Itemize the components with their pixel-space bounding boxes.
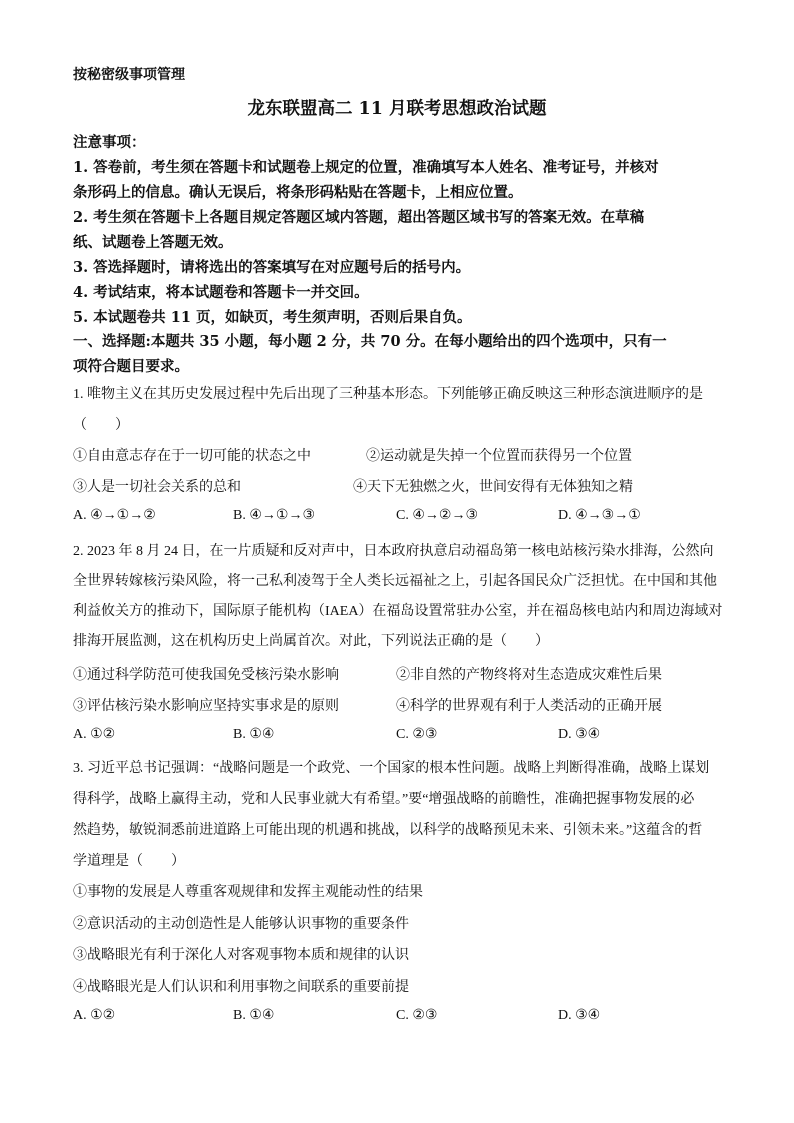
notice-line: 2. 考生须在答题卡上各题目规定答题区域内答题，超出答题区域书写的答案无效。在草稿 bbox=[73, 209, 645, 226]
notice-heading: 注意事项： bbox=[73, 134, 146, 151]
notice-line: 4. 考试结束，将本试题卷和答题卡一并交回。 bbox=[73, 284, 369, 301]
q3-statement-3: ③战略眼光有利于深化人对客观事物本质和规律的认识 bbox=[73, 948, 409, 963]
q1-stem-bracket: （ ） bbox=[73, 418, 129, 433]
q2-stem-line: 全世界转嫁核污染风险，将一己私利凌驾于全人类长远福祉之上，引起各国民众广泛担忧。在中国和其他 bbox=[73, 574, 717, 589]
notice-line: 3. 答选择题时，请将选出的答案填写在对应题号后的括号内。 bbox=[73, 259, 471, 276]
q2-option-d: D. ③④ bbox=[558, 727, 601, 742]
q1-statement-2: ②运动就是失掉一个位置而获得另一个位置 bbox=[366, 449, 632, 464]
notice-line: 1. 答卷前，考生须在答题卡和试题卷上规定的位置，准确填写本人姓名、准考证号，并核对 bbox=[73, 159, 659, 176]
q3-option-b: B. ①④ bbox=[233, 1008, 275, 1023]
q3-stem-line: 然趋势，敏锐洞悉前进道路上可能出现的机遇和挑战，以科学的战略预见未来、引领未来。”这蕴含的哲 bbox=[73, 823, 703, 838]
q3-stem-line: 学道理是（ ） bbox=[73, 854, 185, 869]
q2-option-b: B. ①④ bbox=[233, 727, 275, 742]
q1-option-d: D. ④→③→① bbox=[558, 508, 641, 523]
q3-option-a: A. ①② bbox=[73, 1008, 116, 1023]
notice-line: 5. 本试题卷共 11 页，如缺页，考生须声明，否则后果自负。 bbox=[73, 309, 472, 326]
q1-stem: 1. 唯物主义在其历史发展过程中先后出现了三种基本形态。下列能够正确反映这三种形态演进顺序的是 bbox=[73, 387, 703, 402]
q2-stem-line: 2. 2023 年 8 月 24 日，在一片质疑和反对声中，日本政府执意启动福岛第一核电站核污染水排海，公然向 bbox=[73, 544, 714, 559]
q2-statement-2: ②非自然的产物终将对生态造成灾难性后果 bbox=[396, 668, 662, 683]
notice-line: 纸、试题卷上答题无效。 bbox=[73, 234, 233, 251]
section-heading: 一、选择题:本题共 35 小题，每小题 2 分，共 70 分。在每小题给出的四个选项中，只有一 bbox=[73, 333, 667, 350]
q1-statement-4: ④天下无独燃之火，世间安得有无体独知之精 bbox=[353, 480, 633, 495]
q2-statement-1: ①通过科学防范可使我国免受核污染水影响 bbox=[73, 668, 339, 683]
q3-statement-1: ①事物的发展是人尊重客观规律和发挥主观能动性的结果 bbox=[73, 885, 423, 900]
q2-stem-line: 排海开展监测，这在机构历史上尚属首次。对此，下列说法正确的是（ ） bbox=[73, 634, 549, 649]
confidential-label: 按秘密级事项管理 bbox=[73, 67, 185, 83]
q1-option-c: C. ④→②→③ bbox=[396, 508, 478, 523]
q3-stem-line: 3. 习近平总书记强调：“战略问题是一个政党、一个国家的根本性问题。战略上判断得准确，战略上谋划 bbox=[73, 761, 710, 776]
q3-stem-line: 得科学，战略上赢得主动，党和人民事业就大有希望。”要“增强战略的前瞻性，准确把握事物发展的必 bbox=[73, 792, 695, 807]
q3-option-c: C. ②③ bbox=[396, 1008, 438, 1023]
notice-line: 条形码上的信息。确认无误后，将条形码粘贴在答题卡，上相应位置。 bbox=[73, 184, 523, 201]
q1-option-a: A. ④→①→② bbox=[73, 508, 156, 523]
q2-option-c: C. ②③ bbox=[396, 727, 438, 742]
q3-option-d: D. ③④ bbox=[558, 1008, 601, 1023]
q2-statement-3: ③评估核污染水影响应坚持实事求是的原则 bbox=[73, 699, 339, 714]
section-heading-cont: 项符合题目要求。 bbox=[73, 358, 189, 375]
q1-statement-3: ③人是一切社会关系的总和 bbox=[73, 480, 241, 495]
q1-option-b: B. ④→①→③ bbox=[233, 508, 315, 523]
q2-stem-line: 利益攸关方的推动下，国际原子能机构（IAEA）在福岛设置常驻办公室，并在福岛核电站内和周边海域对 bbox=[73, 604, 723, 619]
page-title: 龙东联盟高二 11 月联考思想政治试题 bbox=[247, 99, 547, 119]
q2-statement-4: ④科学的世界观有利于人类活动的正确开展 bbox=[396, 699, 662, 714]
q3-statement-4: ④战略眼光是人们认识和利用事物之间联系的重要前提 bbox=[73, 980, 409, 995]
q3-statement-2: ②意识活动的主动创造性是人能够认识事物的重要条件 bbox=[73, 917, 409, 932]
q2-option-a: A. ①② bbox=[73, 727, 116, 742]
q1-statement-1: ①自由意志存在于一切可能的状态之中 bbox=[73, 449, 311, 464]
